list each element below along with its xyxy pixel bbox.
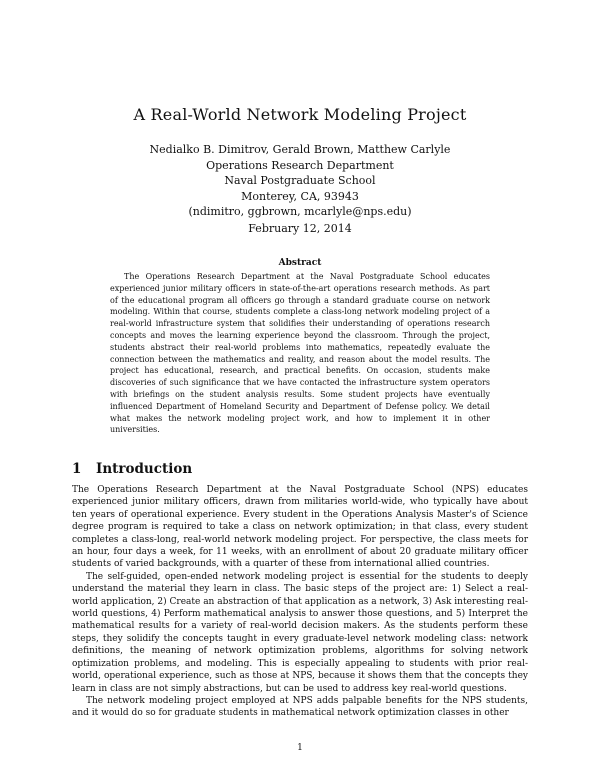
introduction-body [72, 484, 528, 720]
paragraph: The Operations Research Department at the Naval Postgraduate School (NPS) educates experienced junior military officers, drawn from militaries world-wide, who typically have about ten years of operational experience. Every student in the Operations Analysis Master's of Science degree program is required to take a class on network optimization; in that class, every student completes a class-long, real-world network modeling project. For perspective, the class meets for an hour, four days a week, for 11 weeks, with an enrollment of about 20 graduate military officer students of varied backgrounds, with a quarter of these from international allied countries. [72, 485, 528, 570]
author-emails: (ndimitro, ggbrown, mcarlyle@nps.edu) [188, 205, 412, 218]
paragraph: The self-guided, open-ended network modeling project is essential for the students to deeply understand the material they learn in class. The basic steps of the project are: 1) Select a real-world application, 2) Create an abstraction of that application as a network, 3) Ask interesting real-world questions, 4) Perform mathematical analysis to answer those questions, and 5) Interpret the mathematical results for a variety of real-world decision makers. As the students perform these steps, they solidify the concepts taught in every graduate-level network modeling class: network definitions, the meaning of network optimization problems, algorithms for solving network optimization problems, and modeling. This is especially appealing to students with prior real-world, operational experience, such as those at NPS, because it shows them that the concepts they learn in class are not simply abstractions, but can be used to address key real-world questions. [72, 571, 528, 694]
section-heading-introduction [72, 461, 192, 477]
abstract-text: The Operations Research Department at the Naval Postgraduate School educates experienced junior military officers in state-of-the-art operations research methods. As part of the educational program all officers go through a standard graduate course on network modeling. Within that course, students complete a class-long network modeling project of a real-world infrastructure system that solidifies their understanding of operations research concepts and moves the learning experience beyond the classroom. Through the project, students abstract their real-world problems into mathematics, repeatedly evaluate the connection between the mathematics and reality, and reason about the model results. The project has educational, research, and practical benefits. On occasion, students make discoveries of such significance that we have contacted the infrastructure system operators with briefings on the student analysis results. Some student projects have eventually influenced Department of Homeland Security and Department of Defense policy. We detail what makes the network modeling project work, and how to implement it in other universities. [110, 272, 490, 435]
author-department: Operations Research Department [206, 158, 394, 172]
author-location: Monterey, CA, 93943 [241, 189, 359, 203]
paragraph: The network modeling project employed at NPS adds palpable benefits for the NPS students, and it would do so for graduate students in mathematical network optimization classes in other [72, 695, 528, 719]
author-block [0, 142, 600, 220]
paper-date: February 12, 2014 [248, 222, 352, 235]
author-school: Naval Postgraduate School [224, 174, 376, 187]
paper-title: A Real-World Network Modeling Project [133, 105, 467, 124]
abstract-heading: Abstract [278, 258, 322, 268]
author-names: Nedialko B. Dimitrov, Gerald Brown, Matthew Carlyle [149, 143, 451, 156]
section-title: Introduction [96, 461, 193, 477]
section-number: 1 [72, 461, 82, 477]
page-number: 1 [297, 743, 303, 753]
